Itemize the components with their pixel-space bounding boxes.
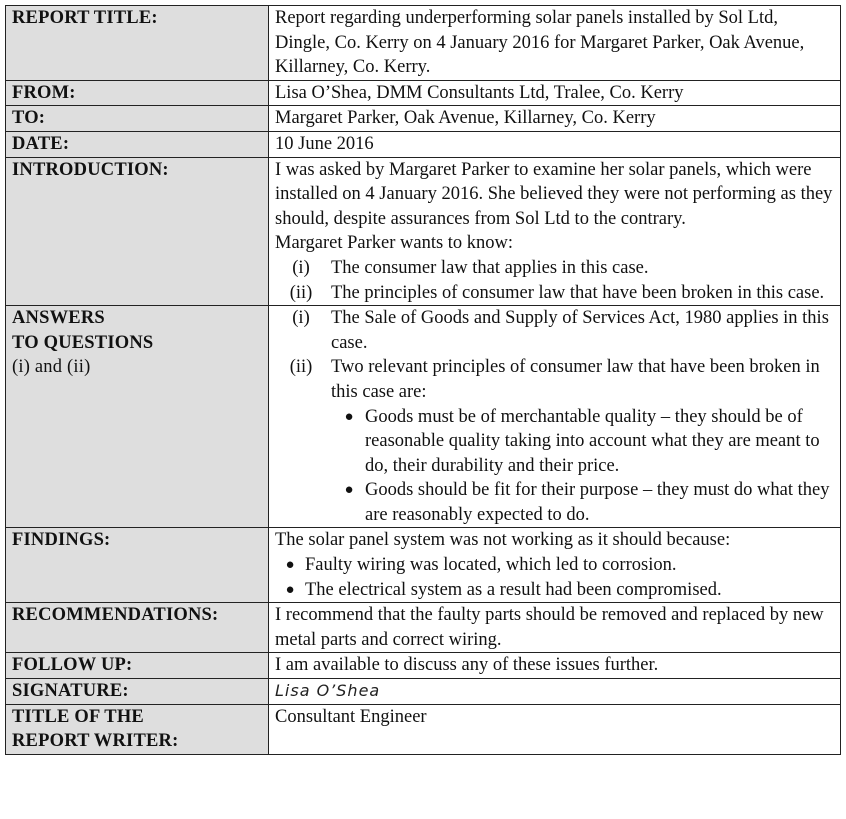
findings-label: FINDINGS: [6, 528, 269, 603]
report-writer-label-line1: TITLE OF THE [12, 706, 144, 727]
row-introduction [6, 157, 841, 306]
introduction-wants: Margaret Parker wants to know: [275, 233, 514, 254]
row-answers [6, 306, 841, 528]
answer-item [275, 355, 836, 404]
from-label: FROM: [6, 80, 269, 106]
bullet-icon: ● [285, 581, 295, 598]
row-report-writer [6, 704, 841, 754]
report-writer-label [6, 704, 269, 754]
report-title-value: Report regarding underperforming solar panels installed by Sol Ltd, Dingle, Co. Kerry on 4 January 2016 for Margaret Parker, Oak Avenue, Killarney, Co. Kerry. [269, 6, 841, 81]
signature-value [269, 679, 841, 705]
follow-up-label: FOLLOW UP: [6, 653, 269, 679]
follow-up-value: I am available to discuss any of these issues further. [269, 653, 841, 679]
answers-label-line1: ANSWERS [12, 308, 105, 329]
answers-value [269, 306, 841, 528]
signature: Lisa O’Shea [275, 681, 381, 701]
answers-label-line3: (i) and (ii) [12, 357, 91, 378]
introduction-paragraph: I was asked by Margaret Parker to examine her solar panels, which were installed on 4 January 2016. She believed they were not performing as they should, despite assurances from Sol Ltd to the contrary. [275, 159, 833, 229]
row-report-title [6, 6, 841, 81]
bullet-text: Goods should be fit for their purpose – they must do what they are reasonably expected to do. [365, 480, 830, 525]
to-label: TO: [6, 106, 269, 132]
bullet-text: The electrical system as a result had been compromised. [305, 579, 722, 600]
answers-label [6, 306, 269, 528]
item-text: The consumer law that applies in this case. [331, 257, 649, 278]
answer-item [275, 306, 836, 355]
date-label: DATE: [6, 131, 269, 157]
row-date [6, 131, 841, 157]
row-recommendations [6, 603, 841, 653]
report-title-label: REPORT TITLE: [6, 6, 269, 81]
bullet-text: Goods must be of merchantable quality – they should be of reasonable quality taking into account what they are meant to do, their durability and their price. [365, 406, 820, 476]
row-signature [6, 679, 841, 705]
introduction-item [275, 281, 836, 306]
answer-bullet [333, 478, 836, 527]
item-text: Two relevant principles of consumer law that have been broken in this case are: [331, 357, 820, 402]
introduction-value [269, 157, 841, 306]
report-writer-value: Consultant Engineer [269, 704, 841, 754]
item-text: The principles of consumer law that have been broken in this case. [331, 282, 825, 303]
finding-bullet [275, 553, 836, 578]
row-from [6, 80, 841, 106]
item-number: (i) [292, 308, 310, 329]
row-follow-up [6, 653, 841, 679]
findings-value [269, 528, 841, 603]
bullet-icon: ● [344, 482, 354, 499]
bullet-text: Faulty wiring was located, which led to corrosion. [305, 555, 677, 576]
row-findings [6, 528, 841, 603]
bullet-icon: ● [344, 408, 354, 425]
report-writer-label-line2: REPORT WRITER: [12, 731, 179, 752]
item-text: The Sale of Goods and Supply of Services Act, 1980 applies in this case. [331, 308, 829, 353]
to-value: Margaret Parker, Oak Avenue, Killarney, Co. Kerry [269, 106, 841, 132]
signature-label: SIGNATURE: [6, 679, 269, 705]
introduction-label: INTRODUCTION: [6, 157, 269, 306]
answers-label-line2: TO QUESTIONS [12, 332, 154, 353]
introduction-item [275, 256, 836, 281]
answer-bullet-list [275, 405, 836, 528]
item-number: (i) [292, 257, 310, 278]
recommendations-value: I recommend that the faulty parts should be removed and replaced by new metal parts and correct wiring. [269, 603, 841, 653]
row-to [6, 106, 841, 132]
finding-bullet [275, 578, 836, 603]
bullet-icon: ● [285, 557, 295, 574]
answer-bullet [333, 405, 836, 479]
recommendations-label: RECOMMENDATIONS: [6, 603, 269, 653]
item-number: (ii) [289, 282, 313, 303]
from-value: Lisa O’Shea, DMM Consultants Ltd, Tralee, Co. Kerry [269, 80, 841, 106]
report-table [5, 5, 841, 755]
findings-intro: The solar panel system was not working as it should because: [275, 530, 731, 551]
item-number: (ii) [289, 357, 313, 378]
date-value: 10 June 2016 [269, 131, 841, 157]
